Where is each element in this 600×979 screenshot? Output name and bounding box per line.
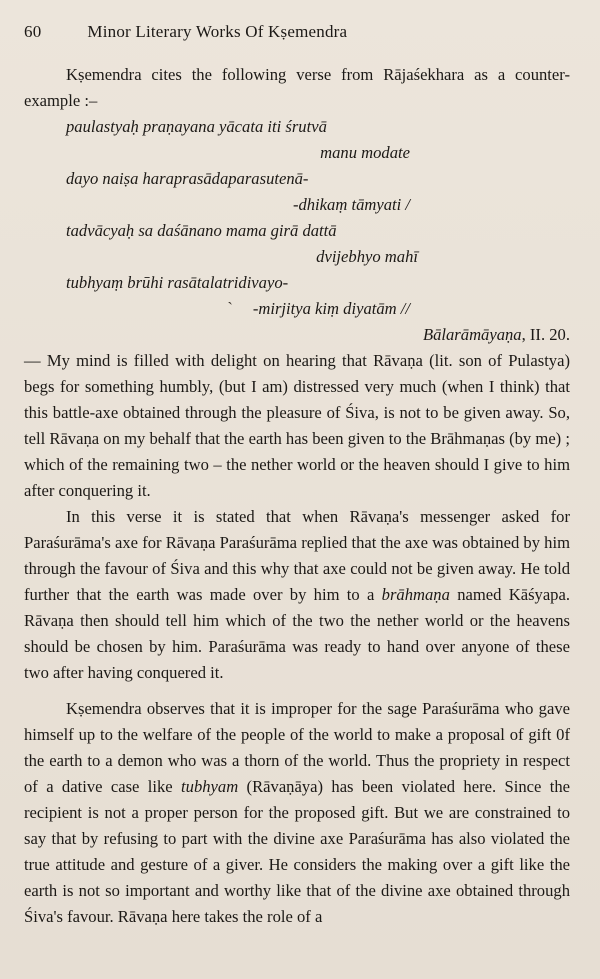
paragraph-text: Kṣemendra observes that it is improper for the sage Paraśurāma who gave himself up to the welfare of the people of the world to make a proposal of gift 0f the earth to a demon who was a thorn of the world. Thus the propriety in respect of a dative case like [24,699,570,796]
verse-line: manu modate [320,143,410,162]
verse-citation [24,322,570,348]
verse-line: tadvācyaḥ sa daśānano mama girā dattā [66,221,337,240]
intro-paragraph: Kṣemendra cites the following verse from Rājaśekhara as a counter-example :– [24,65,570,110]
verse-line [66,296,570,322]
verse-line: dvijebhyo mahī [316,247,418,266]
citation-ref: , II. 20. [521,325,570,344]
stray-mark: ` [227,299,233,318]
paragraph-text: named Kāśyapa. Rāvaṇa then should tell him which of the two the nether world or the heavens should be chosen by him. Paraśurāma was ready to hand over anyone of these two after having conquered it. [24,585,570,682]
emphasized-term: tubhyam [181,777,239,796]
translation-paragraph: — My mind is filled with delight on hearing that Rāvaṇa (lit. son of Pulastya) begs for something humbly, (but I am) distressed very much (when I think) that this battle-axe obtained through the pleasure of Śiva, is not to be given away. So, tell Rāvaṇa on my behalf that the earth has been given to the Brāhmaṇas (by me) ; which of the remaining two – the nether world or the heaven should I give to him after conquering it. [24,351,570,500]
running-header [24,22,504,42]
explanation-paragraph [24,504,570,686]
verse-line-text: -mirjitya kiṃ diyatām // [252,299,410,318]
book-title: Minor Literary Works Of Kṣemendra [87,22,348,41]
citation-work: Bālarāmāyaṇa [422,325,522,344]
emphasized-term: brāhmaṇa [381,585,450,604]
paragraph-text: (Rāvaṇāya) has been violated here. Since the recipient is not a proper person for the proposed gift. But we are constrained to say that by refusing to part with the divine axe Paraśurāma has also violated the true attitude and gesture of a giver. He considers the making over a gift like the earth is not so important and worthy like that of the divine axe obtained through Śiva's favour. Rāvaṇa here takes the role of a [24,777,570,926]
verse-line: -dhikaṃ tāmyati / [292,195,410,214]
verse-line: paulastyaḥ praṇayana yācata iti śrutvā [66,117,327,136]
body-text [24,62,570,930]
observation-paragraph [24,696,570,930]
verse-line: tubhyaṃ brūhi rasātalatridivayo- [66,273,289,292]
page-number: 60 [24,22,42,41]
sanskrit-verse [24,114,570,322]
paragraph-text: In this verse it is stated that when Rāvaṇa's messenger asked for Paraśurāma's axe for Rāvaṇa Paraśurāma replied that the axe was obtained by him through the favour of Śiva and this why that axe could not be given away. He told further that the earth was made over by him to a [24,507,570,604]
verse-line: dayo naiṣa haraprasādaparasutenā- [66,169,309,188]
